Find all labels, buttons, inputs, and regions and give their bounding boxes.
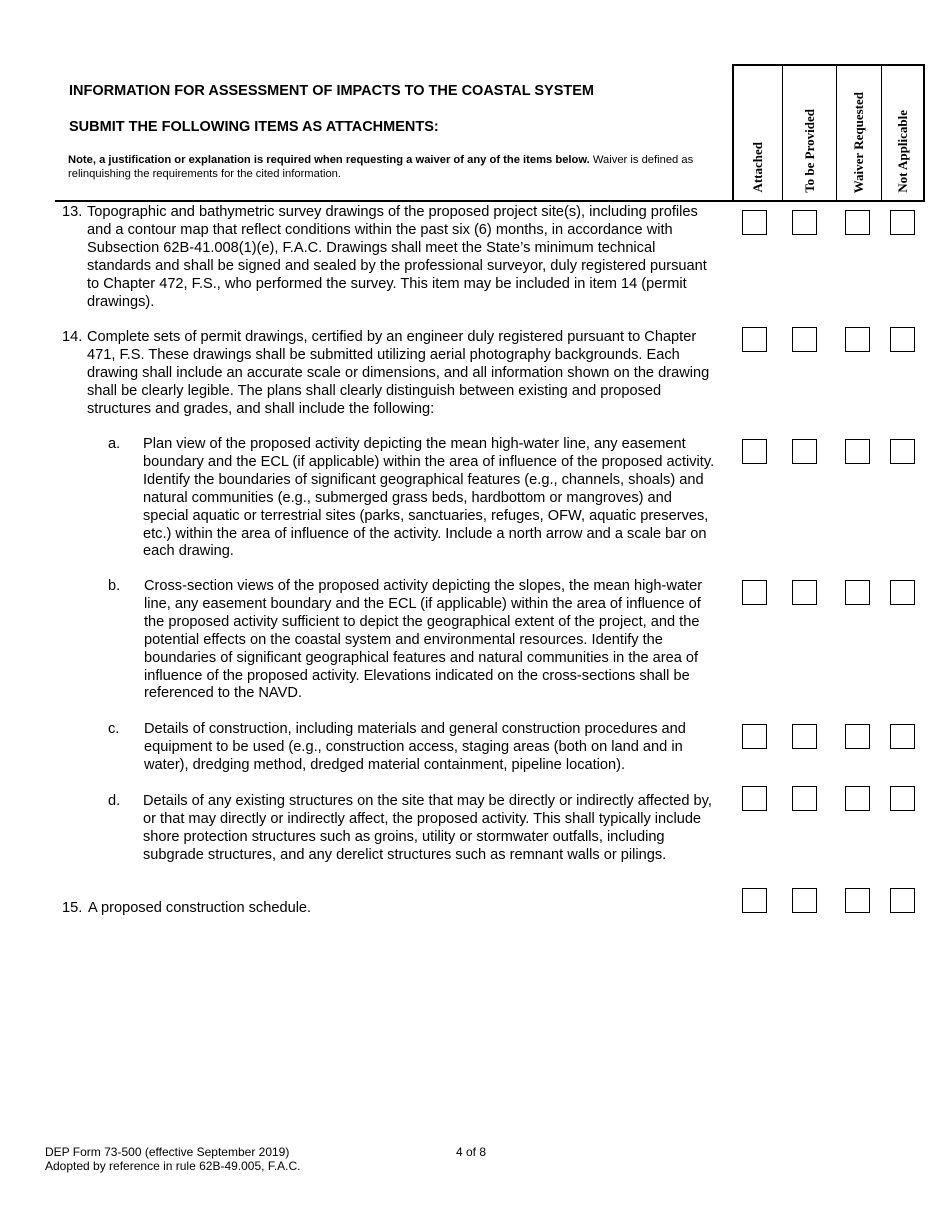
footer-form-id: DEP Form 73-500 (effective September 2019) [45, 1145, 290, 1159]
section-subtitle: SUBMIT THE FOLLOWING ITEMS AS ATTACHMENTS: [69, 119, 439, 135]
item-text: Details of any existing structures on the site that may be directly or indirectly affected by, or that may directly or indirectly affect, the proposed activity. This shall typically include shore protection structures such as groins, utility or stormwater outfalls, including subgrade structures, and any derelict structures such as remnant walls or pilings. [143, 793, 712, 863]
column-header-not-applicable: Not Applicable [881, 66, 923, 201]
item-text: Complete sets of permit drawings, certified by an engineer duly registered pursuant to Chapter 471, F.S. These drawings shall be submitted utilizing aerial photography backgrounds. Each drawing shall include an accurate scale or dimensions, and all information shown on the drawing shall be clearly legible. The plans shall clearly distinguish between existing and proposed structures and grades, and shall include the following: [87, 329, 710, 417]
checkbox-14d-attached[interactable] [742, 786, 767, 811]
item-letter: c. [108, 721, 120, 737]
item-letter: d. [108, 793, 121, 809]
checkbox-13-not-applicable[interactable] [890, 210, 915, 235]
item-text: A proposed construction schedule. [88, 900, 312, 916]
checkbox-14d-waiver-requested[interactable] [845, 786, 870, 811]
waiver-note [68, 153, 718, 181]
checkbox-14-waiver-requested[interactable] [845, 327, 870, 352]
item-text: Details of construction, including materials and general construction procedures and equipment to be used (e.g., construction access, staging areas (both on land and in water), dredging method, dredged material containment, pipeline location). [144, 721, 686, 773]
column-header-waiver-requested: Waiver Requested [836, 66, 881, 201]
checkbox-14a-attached[interactable] [742, 439, 767, 464]
checkbox-15-waiver-requested[interactable] [845, 888, 870, 913]
checkbox-14a-to-be-provided[interactable] [792, 439, 817, 464]
item-text: Cross-section views of the proposed activity depicting the slopes, the mean high-water line, any easement boundary and the ECL (if applicable) within the area of influence of the proposed activity sufficient to depict the geographical extent of the project, and the potential effects on the coastal system and environmental resources. Identify the boundaries of significant geographical features and natural communities in the area of influence of the proposed activity. Elevations indicated on the cross-sections shall be referenced to the NAVD. [144, 578, 703, 702]
waiver-note-rest: Waiver is defined as relinquishing the requirements for the cited information. [68, 154, 694, 180]
checkbox-14b-waiver-requested[interactable] [845, 580, 870, 605]
item-text: Plan view of the proposed activity depicting the mean high-water line, any easement boundary and the ECL (if applicable) within the area of influence of the proposed activity. Identify the boundaries of significant geographical features (e.g., channels, shoals) and natural communities (e.g., submerged grass beds, hardbottom or mangroves) and special aquatic or terrestrial sites (parks, sanctuaries, refuges, OFW, aquatic preserves, etc.) within the area of influence of the activity. Include a north arrow and a scale bar on each drawing. [143, 436, 715, 560]
item-number: 15. [62, 900, 83, 916]
item-number: 14. [62, 329, 83, 345]
checkbox-14b-not-applicable[interactable] [890, 580, 915, 605]
checkbox-14b-to-be-provided[interactable] [792, 580, 817, 605]
checkbox-14-to-be-provided[interactable] [792, 327, 817, 352]
checkbox-14-attached[interactable] [742, 327, 767, 352]
item-letter: a. [108, 436, 121, 452]
footer-adopted: Adopted by reference in rule 62B-49.005, F.A.C. [45, 1159, 301, 1173]
checkbox-14b-attached[interactable] [742, 580, 767, 605]
checkbox-14c-not-applicable[interactable] [890, 724, 915, 749]
checkbox-13-to-be-provided[interactable] [792, 210, 817, 235]
checkbox-15-to-be-provided[interactable] [792, 888, 817, 913]
checkbox-14d-to-be-provided[interactable] [792, 786, 817, 811]
column-headers [732, 64, 925, 201]
footer-page-number: 4 of 8 [456, 1145, 487, 1159]
checkbox-14d-not-applicable[interactable] [890, 786, 915, 811]
item-text: Topographic and bathymetric survey drawings of the proposed project site(s), including profiles and a contour map that reflect conditions within the past six (6) months, in accordance with Subsection 62B-41.008(1)(e), F.A.C. Drawings shall meet the State’s minimum technical standards and shall be signed and sealed by the professional surveyor, duly registered pursuant to Chapter 472, F.S., who performed the survey. This item may be included in item 14 (permit drawings). [87, 204, 707, 310]
checkbox-14-not-applicable[interactable] [890, 327, 915, 352]
checkbox-14c-waiver-requested[interactable] [845, 724, 870, 749]
checkbox-14a-not-applicable[interactable] [890, 439, 915, 464]
item-number: 13. [62, 204, 83, 220]
checkbox-13-attached[interactable] [742, 210, 767, 235]
divider-line [55, 200, 732, 202]
checkbox-14a-waiver-requested[interactable] [845, 439, 870, 464]
checkbox-15-not-applicable[interactable] [890, 888, 915, 913]
section-title: INFORMATION FOR ASSESSMENT OF IMPACTS TO THE COASTAL SYSTEM [69, 83, 594, 99]
checkbox-13-waiver-requested[interactable] [845, 210, 870, 235]
waiver-note-bold: Note, a justification or explanation is required when requesting a waiver of any of the items below. [68, 154, 590, 166]
checkbox-14c-attached[interactable] [742, 724, 767, 749]
column-header-attached: Attached [750, 142, 765, 193]
checkbox-15-attached[interactable] [742, 888, 767, 913]
column-header-to-be-provided: To be Provided [782, 66, 836, 201]
column-header-bottom-line [732, 200, 925, 202]
item-letter: b. [108, 578, 121, 594]
checkbox-14c-to-be-provided[interactable] [792, 724, 817, 749]
